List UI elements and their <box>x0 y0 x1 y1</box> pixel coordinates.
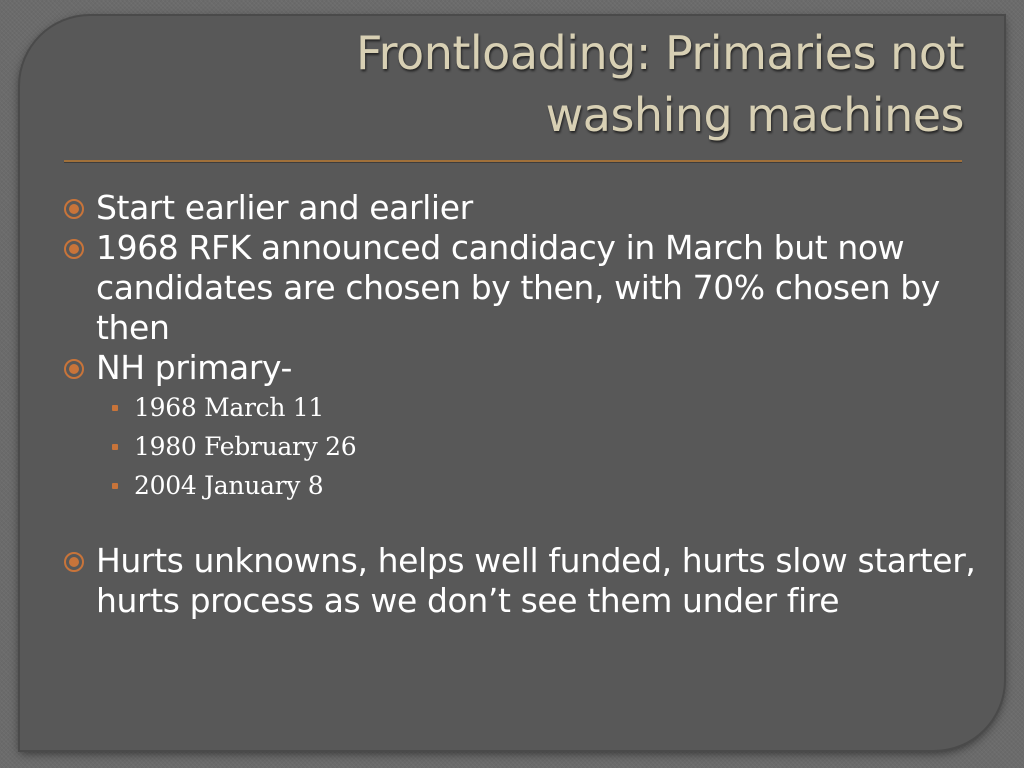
bullet-item <box>58 541 978 621</box>
square-bullet-icon <box>112 405 118 411</box>
sub-bullet-item <box>58 388 978 427</box>
circle-bullet-icon <box>63 198 85 220</box>
bullet-text: 1968 RFK announced candidacy in March but now candidates are chosen by then, with 70% chosen by then <box>96 228 940 347</box>
sub-bullet-item <box>58 427 978 466</box>
title-line-2: washing machines <box>545 88 964 142</box>
slide-title <box>204 22 964 146</box>
circle-bullet-icon <box>63 358 85 380</box>
title-line-1: Frontloading: Primaries not <box>356 26 964 80</box>
bullet-text: NH primary- <box>96 348 293 387</box>
bullet-item <box>58 228 978 348</box>
title-divider <box>64 160 962 162</box>
bullet-text: Start earlier and earlier <box>96 188 473 227</box>
circle-bullet-icon <box>63 238 85 260</box>
sub-bullet-item <box>58 466 978 505</box>
bullet-text: Hurts unknowns, helps well funded, hurts slow starter, hurts process as we don’t see them under fire <box>96 541 976 620</box>
square-bullet-icon <box>112 444 118 450</box>
sub-bullet-text: 1980 February 26 <box>134 432 357 461</box>
sub-bullet-text: 2004 January 8 <box>134 471 324 500</box>
circle-bullet-icon <box>63 551 85 573</box>
square-bullet-icon <box>112 483 118 489</box>
bullet-item <box>58 188 978 228</box>
bullet-item <box>58 348 978 388</box>
spacer <box>58 505 978 541</box>
slide-content <box>58 188 978 621</box>
sub-bullet-text: 1968 March 11 <box>134 393 324 422</box>
